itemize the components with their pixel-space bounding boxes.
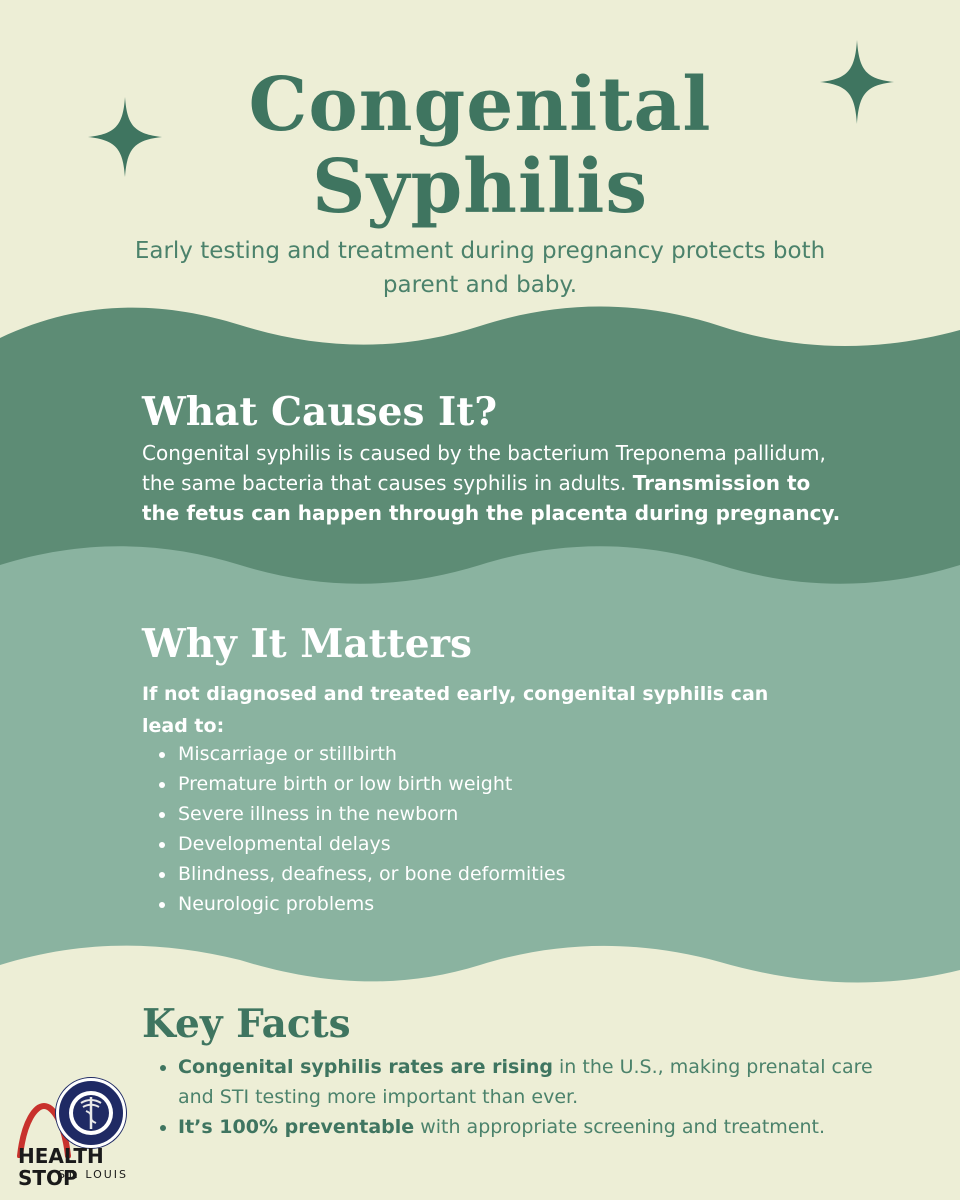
list-item xyxy=(142,1112,882,1142)
causes-text-bold: Transmission to the fetus can happen through the placenta during pregnancy. xyxy=(142,471,841,525)
matters-intro: If not diagnosed and treated early, congenital syphilis can lead to: xyxy=(142,683,769,737)
facts-heading: Key Facts xyxy=(142,1001,351,1047)
matters-heading: Why It Matters xyxy=(142,621,473,667)
causes-paragraph xyxy=(142,438,852,528)
fact-bold: It’s 100% preventable xyxy=(178,1116,415,1138)
facts-list xyxy=(142,1052,882,1142)
list-item: Premature birth or low birth weight xyxy=(142,769,742,799)
caduceus-icon xyxy=(59,1081,123,1145)
page-subtitle: Early testing and treatment during pregnancy protects both parent and baby. xyxy=(134,238,826,298)
health-department-seal xyxy=(56,1078,126,1148)
fact-text: with appropriate screening and treatment. xyxy=(414,1116,826,1138)
list-item: Miscarriage or stillbirth xyxy=(142,739,742,769)
page-title-line1: Congenital xyxy=(248,62,712,148)
causes-text-plain: Congenital syphilis is caused by the bacterium Treponema pallidum, the same bacteria that causes syphilis in adults. xyxy=(142,441,826,495)
list-item: Blindness, deafness, or bone deformities xyxy=(142,859,742,889)
causes-heading: What Causes It? xyxy=(142,389,498,435)
list-item: Severe illness in the newborn xyxy=(142,799,742,829)
matters-list xyxy=(142,739,742,919)
list-item xyxy=(142,1052,882,1112)
logo-location: ST. LOUIS xyxy=(57,1168,129,1181)
list-item: Neurologic problems xyxy=(142,889,742,919)
page-title-line2: Syphilis xyxy=(312,144,648,230)
logo-name: HEALTH STOP xyxy=(18,1144,104,1190)
list-item: Developmental delays xyxy=(142,829,742,859)
fact-bold: Congenital syphilis rates are rising xyxy=(178,1056,553,1078)
fact-text: in the U.S., making prenatal care and STI testing more important than ever. xyxy=(178,1056,873,1108)
